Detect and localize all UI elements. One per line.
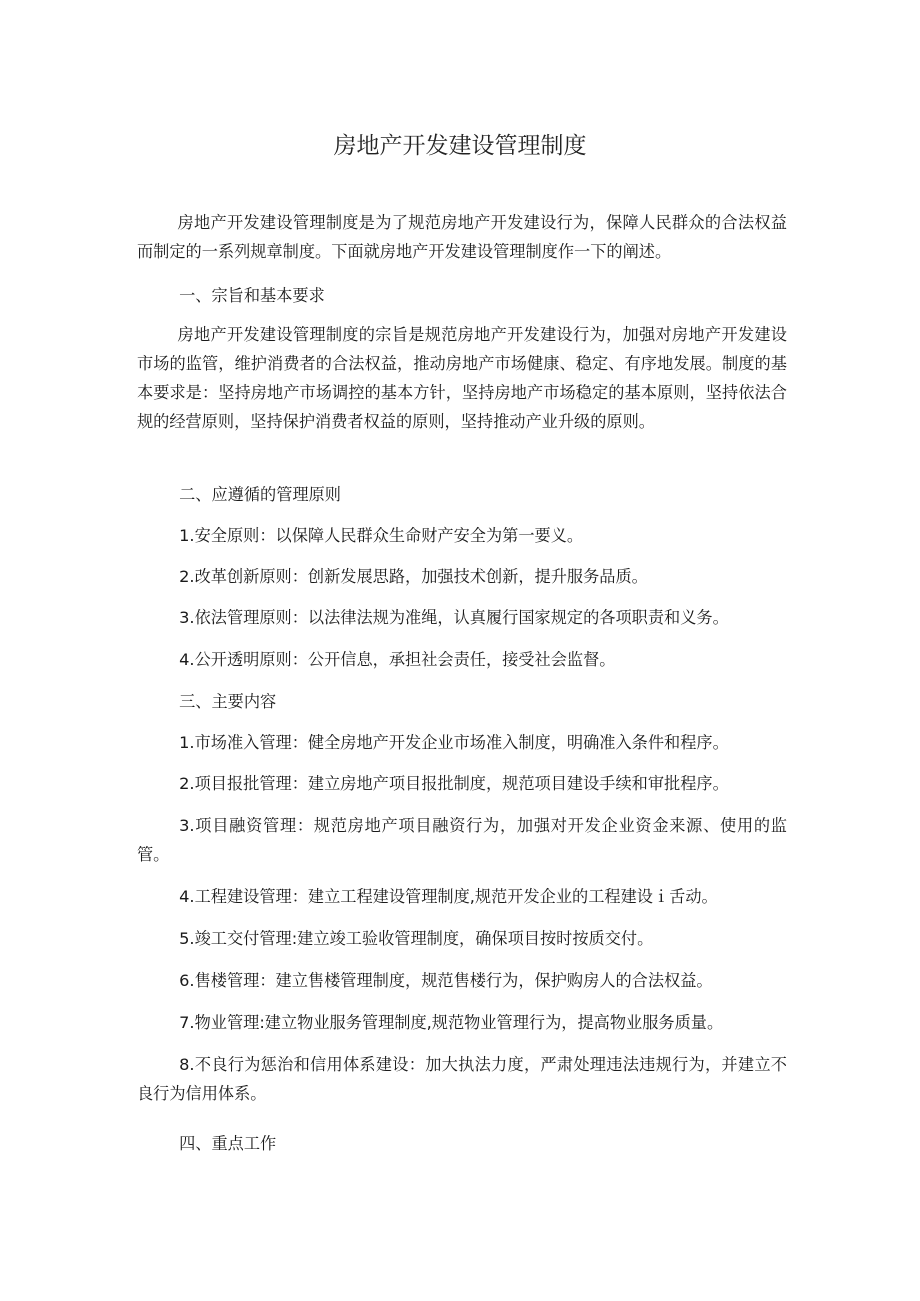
list-item-text: .售楼管理：建立售楼管理制度，规范售楼行为，保护购房人的合法权益。	[189, 971, 713, 990]
list-item-number: 6	[179, 971, 190, 990]
section-heading-2: 二、应遵循的管理原则	[179, 485, 341, 504]
list-item	[137, 1008, 787, 1037]
list-item-text: .项目报批管理：建立房地产项目报批制度，规范项目建设手续和审批程序。	[189, 774, 729, 793]
list-item-text: .竣工交付管理:建立竣工验收管理制度，确保项目按时按质交付。	[189, 929, 654, 948]
list-item	[137, 882, 787, 911]
list-item	[137, 728, 787, 757]
list-item-number: 1	[179, 733, 190, 752]
list-item	[137, 811, 787, 869]
list-item	[137, 1050, 787, 1108]
section-heading-3: 三、主要内容	[179, 692, 277, 711]
list-item	[137, 645, 787, 674]
list-item-number: 1	[179, 526, 190, 545]
list-item-number: 5	[179, 929, 190, 948]
list-item	[137, 521, 787, 550]
list-item-number: 2	[179, 567, 190, 586]
list-item-number: 3	[179, 608, 190, 627]
list-item-number: 4	[179, 887, 190, 906]
list-item-text: .市场准入管理：健全房地产开发企业市场准入制度，明确准入条件和程序。	[189, 733, 729, 752]
list-item	[137, 966, 787, 995]
list-item	[137, 603, 787, 632]
list-item-number: 7	[179, 1013, 190, 1032]
list-item-text: .公开透明原则：公开信息，承担社会责任，接受社会监督。	[189, 650, 616, 669]
list-item	[137, 562, 787, 591]
list-item-text: .依法管理原则：以法律法规为准绳，认真履行国家规定的各项职责和义务。	[189, 608, 729, 627]
list-item-number: 4	[179, 650, 190, 669]
list-item-text: .不良行为惩治和信用体系建设：加大执法力度，严肃处理违法违规行为，并建立不良行为信用体系。	[137, 1055, 787, 1103]
list-item-number: 3	[179, 816, 190, 835]
document-title: 房地产开发建设管理制度	[333, 133, 587, 159]
list-item-number: 8	[179, 1055, 190, 1074]
list-item-text: .物业管理:建立物业服务管理制度,规范物业管理行为，提高物业服务质量。	[189, 1013, 724, 1032]
section-heading-4: 四、重点工作	[179, 1134, 277, 1153]
section-1-body: 房地产开发建设管理制度的宗旨是规范房地产开发建设行为，加强对房地产开发建设市场的监管，维护消费者的合法权益，推动房地产市场健康、稳定、有序地发展。制度的基本要求是：坚持房地产市场调控的基本方针，坚持房地产市场稳定的基本原则，坚持依法合规的经营原则，坚持保护消费者权益的原则，坚持推动产业升级的原则。	[137, 325, 787, 431]
list-item	[137, 924, 787, 953]
list-item-text: .工程建设管理：建立工程建设管理制度,规范开发企业的工程建设ｉ舌动。	[189, 887, 718, 906]
list-item	[137, 769, 787, 798]
intro-paragraph: 房地产开发建设管理制度是为了规范房地产开发建设行为，保障人民群众的合法权益而制定的一系列规章制度。下面就房地产开发建设管理制度作一下的阐述。	[137, 213, 787, 261]
list-item-number: 2	[179, 774, 190, 793]
list-item-text: .改革创新原则：创新发展思路，加强技术创新，提升服务品质。	[189, 567, 648, 586]
list-item-text: .安全原则：以保障人民群众生命财产安全为第一要义。	[189, 526, 584, 545]
list-item-text: .项目融资管理：规范房地产项目融资行为，加强对开发企业资金来源、使用的监管。	[137, 816, 787, 864]
section-heading-1: 一、宗旨和基本要求	[179, 286, 325, 305]
